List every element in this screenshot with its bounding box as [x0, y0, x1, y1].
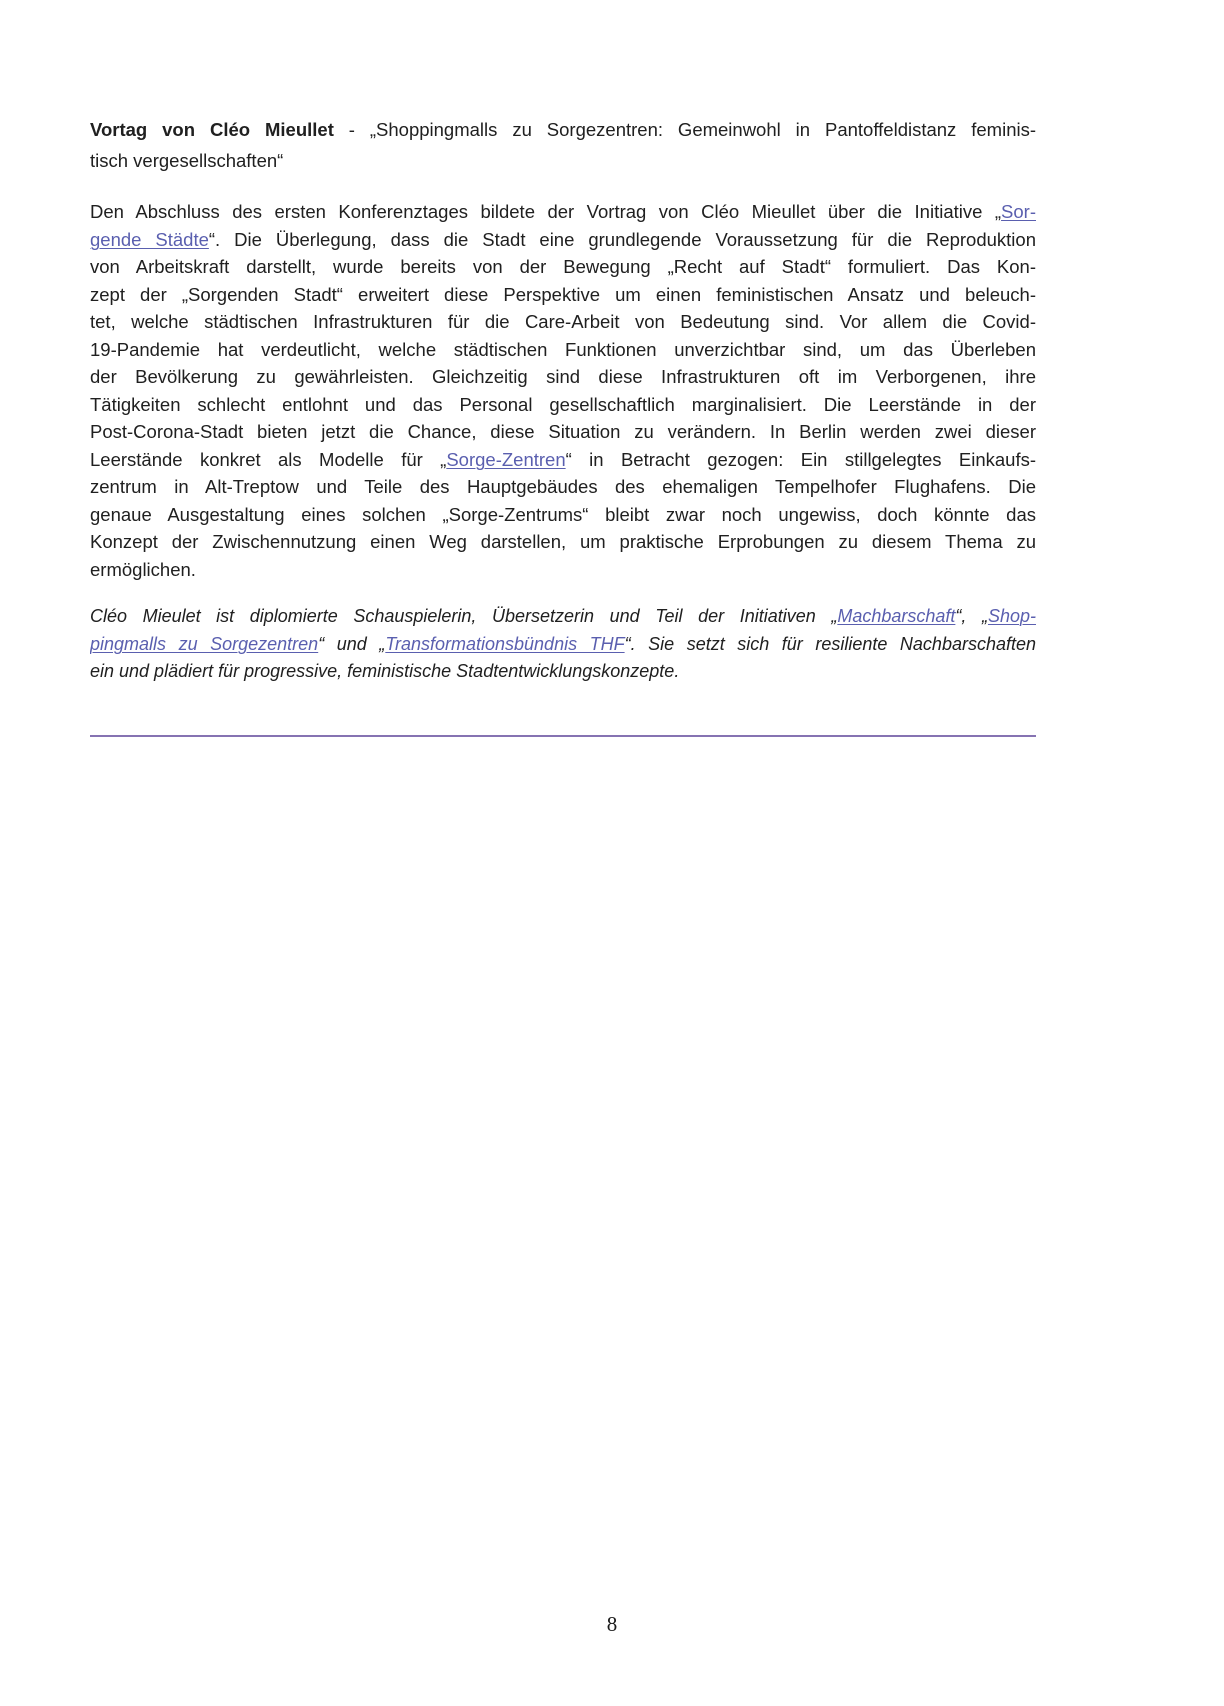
text-line	[90, 556, 1036, 584]
link-machbarschaft[interactable]: Machbarschaft	[837, 606, 956, 626]
text-segment: zentrum in Alt-Treptow und Teile des Hauptgebäudes des ehemaligen Tempelhofer Flughafens. Die	[90, 476, 1036, 497]
text-segment: Tätigkeiten schlecht entlohnt und das Personal gesellschaftlich marginalisiert. Die Leerstände in der	[90, 393, 1036, 415]
speaker-name-heading: Vortag von Cléo Mieullet	[90, 119, 334, 140]
text-segment: zept der „Sorgenden Stadt“ erweitert diese Perspektive um einen feministischen Ansatz und beleuch-	[90, 283, 1036, 305]
text-line	[90, 418, 1036, 446]
text-line	[90, 446, 1036, 474]
section-divider	[90, 735, 1036, 737]
text-segment: tisch vergesellschaften“	[90, 150, 284, 171]
link-sorgende-staedte[interactable]: gende Städte	[90, 228, 209, 250]
text-segment: ein und plädiert für progressive, feministische Stadtentwicklungskonzepte.	[90, 661, 680, 681]
text-line	[90, 145, 1036, 176]
link-shoppingmalls-zu-sorgezentren[interactable]: pingmalls zu Sorgezentren	[90, 633, 319, 654]
link-shoppingmalls-zu-sorgezentren[interactable]: Shop-	[987, 606, 1036, 626]
page-number: 8	[606, 1612, 618, 1636]
text-line	[90, 281, 1036, 309]
text-segment: von Arbeitskraft darstellt, wurde bereits von der Bewegung „Recht auf Stadt“ formuliert. Das Kon-	[90, 256, 1036, 277]
text-line	[90, 198, 1036, 226]
text-segment: 19-Pandemie hat verdeutlicht, welche städtischen Funktionen unverzichtbar sind, um das Überleben	[90, 338, 1036, 360]
text-line	[90, 114, 1036, 145]
text-line	[90, 363, 1036, 391]
speaker-bio-paragraph	[90, 603, 1036, 686]
text-segment: tet, welche städtischen Infrastrukturen für die Care-Arbeit von Bedeutung sind. Vor allem die Covid-	[90, 311, 1036, 332]
text-line	[90, 226, 1036, 254]
talk-heading	[90, 114, 1036, 176]
text-line	[90, 603, 1036, 631]
link-sorge-zentren[interactable]: Sorge-Zentren	[446, 448, 566, 470]
text-line	[90, 473, 1036, 501]
text-line	[90, 631, 1036, 659]
text-segment: “. Sie setzt sich für resiliente Nachbarschaften	[624, 633, 1036, 654]
text-segment: “ und „	[318, 633, 386, 654]
text-line	[90, 658, 1036, 686]
talk-summary-paragraph	[90, 198, 1036, 583]
link-sorgende-staedte[interactable]: Sor-	[1001, 201, 1036, 222]
text-segment: “, „	[955, 606, 988, 626]
link-transformationsbuendnis-thf[interactable]: Transformationsbündnis THF	[385, 633, 625, 654]
text-line	[90, 336, 1036, 364]
text-segment: Post-Corona-Stadt bieten jetzt die Chance, diese Situation zu verändern. In Berlin werden zwei dieser	[90, 421, 1036, 442]
text-segment: der Bevölkerung zu gewährleisten. Gleichzeitig sind diese Infrastrukturen oft im Verborgenen, ihre	[90, 366, 1036, 387]
document-content	[90, 0, 1036, 737]
text-segment: genaue Ausgestaltung eines solchen „Sorge-Zentrums“ bleibt zwar noch ungewiss, doch könnte das	[90, 503, 1036, 525]
text-segment: Den Abschluss des ersten Konferenztages bildete der Vortrag von Cléo Mieullet über die Initiative „	[90, 201, 1002, 222]
text-segment: Cléo Mieulet ist diplomierte Schauspielerin, Übersetzerin und Teil der Initiativen „	[90, 606, 838, 626]
text-segment: ermöglichen.	[90, 558, 196, 580]
text-segment: - „Shoppingmalls zu Sorgezentren: Gemeinwohl in Pantoffeldistanz feminis-	[333, 119, 1036, 140]
text-segment: “ in Betracht gezogen: Ein stillgelegtes Einkaufs-	[565, 448, 1036, 470]
text-line	[90, 308, 1036, 336]
text-segment: Leerstände konkret als Modelle für „	[90, 448, 447, 470]
text-line	[90, 501, 1036, 529]
text-line	[90, 253, 1036, 281]
text-line	[90, 528, 1036, 556]
text-segment: Konzept der Zwischennutzung einen Weg darstellen, um praktische Erprobungen zu diesem Thema zu	[90, 531, 1036, 552]
text-segment: “. Die Überlegung, dass die Stadt eine grundlegende Voraussetzung für die Reproduktion	[208, 228, 1036, 250]
text-line	[90, 391, 1036, 419]
